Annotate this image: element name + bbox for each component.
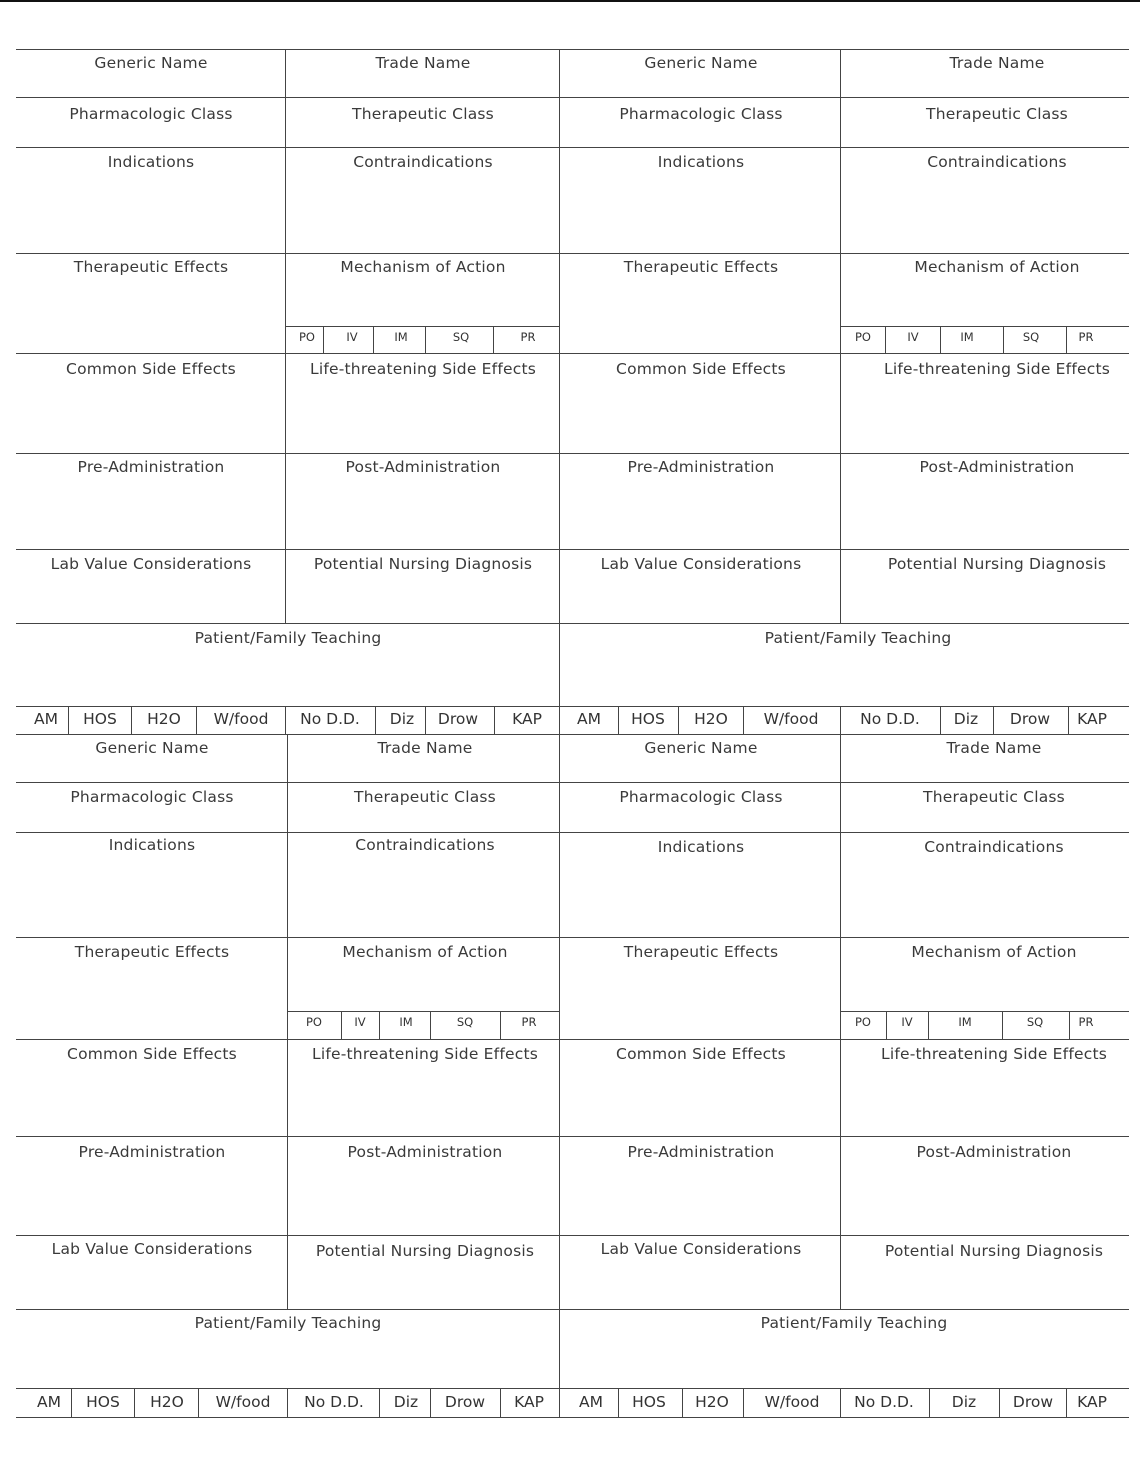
footer-no-dd: No D.D. [854, 1393, 914, 1411]
therapeutic-effects-label: Therapeutic Effects [623, 258, 779, 276]
trade-name-label: Trade Name [375, 54, 471, 72]
footer-h2o: H2O [150, 1393, 184, 1411]
footer-no-dd: No D.D. [860, 710, 920, 728]
patient-family-teaching-label: Patient/Family Teaching [194, 1314, 382, 1332]
post-administration-label: Post-Administration [345, 458, 501, 476]
route-pr: PR [1078, 330, 1094, 344]
indications-label: Indications [657, 838, 745, 856]
route-po: PO [855, 330, 871, 344]
generic-name-label: Generic Name [94, 54, 208, 72]
footer-kap: KAP [1077, 710, 1107, 728]
route-po: PO [306, 1015, 322, 1029]
footer-kap: KAP [512, 710, 542, 728]
footer-diz: Diz [951, 1393, 977, 1411]
footer-no-dd: No D.D. [304, 1393, 364, 1411]
footer-hos: HOS [632, 1393, 666, 1411]
trade-name-label: Trade Name [946, 739, 1042, 757]
common-side-effects-label: Common Side Effects [616, 360, 786, 378]
drug-card-row-bottom [16, 734, 1129, 1418]
life-threatening-side-effects-label: Life-threatening Side Effects [881, 1045, 1107, 1063]
common-side-effects-label: Common Side Effects [67, 1045, 237, 1063]
contraindications-label: Contraindications [353, 153, 493, 171]
footer-kap: KAP [1077, 1393, 1107, 1411]
footer-h2o: H2O [695, 1393, 729, 1411]
contraindications-label: Contraindications [355, 836, 495, 854]
mechanism-of-action-label: Mechanism of Action [342, 943, 508, 961]
route-po: PO [855, 1015, 871, 1029]
potential-nursing-diagnosis-label: Potential Nursing Diagnosis [315, 1242, 535, 1260]
patient-family-teaching-label: Patient/Family Teaching [760, 1314, 948, 1332]
potential-nursing-diagnosis-label: Potential Nursing Diagnosis [887, 555, 1107, 573]
lab-value-considerations-label: Lab Value Considerations [50, 555, 252, 573]
post-administration-label: Post-Administration [347, 1143, 503, 1161]
route-sq: SQ [452, 330, 470, 344]
footer-am: AM [37, 1393, 61, 1411]
common-side-effects-label: Common Side Effects [616, 1045, 786, 1063]
footer-wfood: W/food [764, 1393, 820, 1411]
footer-diz: Diz [953, 710, 979, 728]
pharmacologic-class-label: Pharmacologic Class [619, 105, 783, 123]
route-sq: SQ [1022, 330, 1040, 344]
pharmacologic-class-label: Pharmacologic Class [619, 788, 783, 806]
mechanism-of-action-label: Mechanism of Action [914, 258, 1080, 276]
pre-administration-label: Pre-Administration [77, 458, 225, 476]
footer-kap: KAP [514, 1393, 544, 1411]
footer-drow: Drow [1012, 1393, 1054, 1411]
footer-wfood: W/food [213, 710, 269, 728]
footer-diz: Diz [389, 710, 415, 728]
patient-family-teaching-label: Patient/Family Teaching [194, 629, 382, 647]
footer-no-dd: No D.D. [300, 710, 360, 728]
therapeutic-class-label: Therapeutic Class [352, 105, 494, 123]
contraindications-label: Contraindications [927, 153, 1067, 171]
footer-hos: HOS [83, 710, 117, 728]
footer-drow: Drow [1009, 710, 1051, 728]
lab-value-considerations-label: Lab Value Considerations [600, 555, 802, 573]
common-side-effects-label: Common Side Effects [66, 360, 236, 378]
pre-administration-label: Pre-Administration [627, 458, 775, 476]
route-sq: SQ [1026, 1015, 1044, 1029]
route-po: PO [299, 330, 315, 344]
drug-card-row-top [16, 49, 1129, 735]
therapeutic-class-label: Therapeutic Class [926, 105, 1068, 123]
generic-name-label: Generic Name [644, 54, 758, 72]
indications-label: Indications [657, 153, 745, 171]
footer-h2o: H2O [147, 710, 181, 728]
post-administration-label: Post-Administration [916, 1143, 1072, 1161]
patient-family-teaching-label: Patient/Family Teaching [764, 629, 952, 647]
footer-wfood: W/food [763, 710, 819, 728]
trade-name-label: Trade Name [949, 54, 1045, 72]
life-threatening-side-effects-label: Life-threatening Side Effects [310, 360, 536, 378]
generic-name-label: Generic Name [644, 739, 758, 757]
lab-value-considerations-label: Lab Value Considerations [600, 1240, 802, 1258]
trade-name-label: Trade Name [377, 739, 473, 757]
pharmacologic-class-label: Pharmacologic Class [70, 788, 234, 806]
mechanism-of-action-label: Mechanism of Action [340, 258, 506, 276]
therapeutic-class-label: Therapeutic Class [354, 788, 496, 806]
life-threatening-side-effects-label: Life-threatening Side Effects [312, 1045, 538, 1063]
route-iv: IV [354, 1015, 366, 1029]
footer-h2o: H2O [694, 710, 728, 728]
potential-nursing-diagnosis-label: Potential Nursing Diagnosis [313, 555, 533, 573]
pre-administration-label: Pre-Administration [627, 1143, 775, 1161]
mechanism-of-action-label: Mechanism of Action [911, 943, 1077, 961]
route-iv: IV [346, 330, 358, 344]
route-pr: PR [521, 1015, 537, 1029]
therapeutic-effects-label: Therapeutic Effects [74, 943, 230, 961]
contraindications-label: Contraindications [924, 838, 1064, 856]
route-im: IM [399, 1015, 413, 1029]
indications-label: Indications [107, 153, 195, 171]
footer-diz: Diz [393, 1393, 419, 1411]
route-iv: IV [901, 1015, 913, 1029]
life-threatening-side-effects-label: Life-threatening Side Effects [884, 360, 1110, 378]
generic-name-label: Generic Name [95, 739, 209, 757]
route-iv: IV [907, 330, 919, 344]
therapeutic-class-label: Therapeutic Class [923, 788, 1065, 806]
pre-administration-label: Pre-Administration [78, 1143, 226, 1161]
therapeutic-effects-label: Therapeutic Effects [73, 258, 229, 276]
potential-nursing-diagnosis-label: Potential Nursing Diagnosis [884, 1242, 1104, 1260]
therapeutic-effects-label: Therapeutic Effects [623, 943, 779, 961]
footer-drow: Drow [437, 710, 479, 728]
route-pr: PR [1078, 1015, 1094, 1029]
route-im: IM [958, 1015, 972, 1029]
footer-hos: HOS [86, 1393, 120, 1411]
footer-hos: HOS [631, 710, 665, 728]
footer-drow: Drow [444, 1393, 486, 1411]
post-administration-label: Post-Administration [919, 458, 1075, 476]
pharmacologic-class-label: Pharmacologic Class [69, 105, 233, 123]
route-sq: SQ [456, 1015, 474, 1029]
lab-value-considerations-label: Lab Value Considerations [51, 1240, 253, 1258]
route-pr: PR [520, 330, 536, 344]
footer-am: AM [577, 710, 601, 728]
route-im: IM [394, 330, 408, 344]
footer-wfood: W/food [215, 1393, 271, 1411]
indications-label: Indications [108, 836, 196, 854]
route-im: IM [960, 330, 974, 344]
footer-am: AM [579, 1393, 603, 1411]
footer-am: AM [34, 710, 58, 728]
page-top-border [0, 0, 1140, 2]
